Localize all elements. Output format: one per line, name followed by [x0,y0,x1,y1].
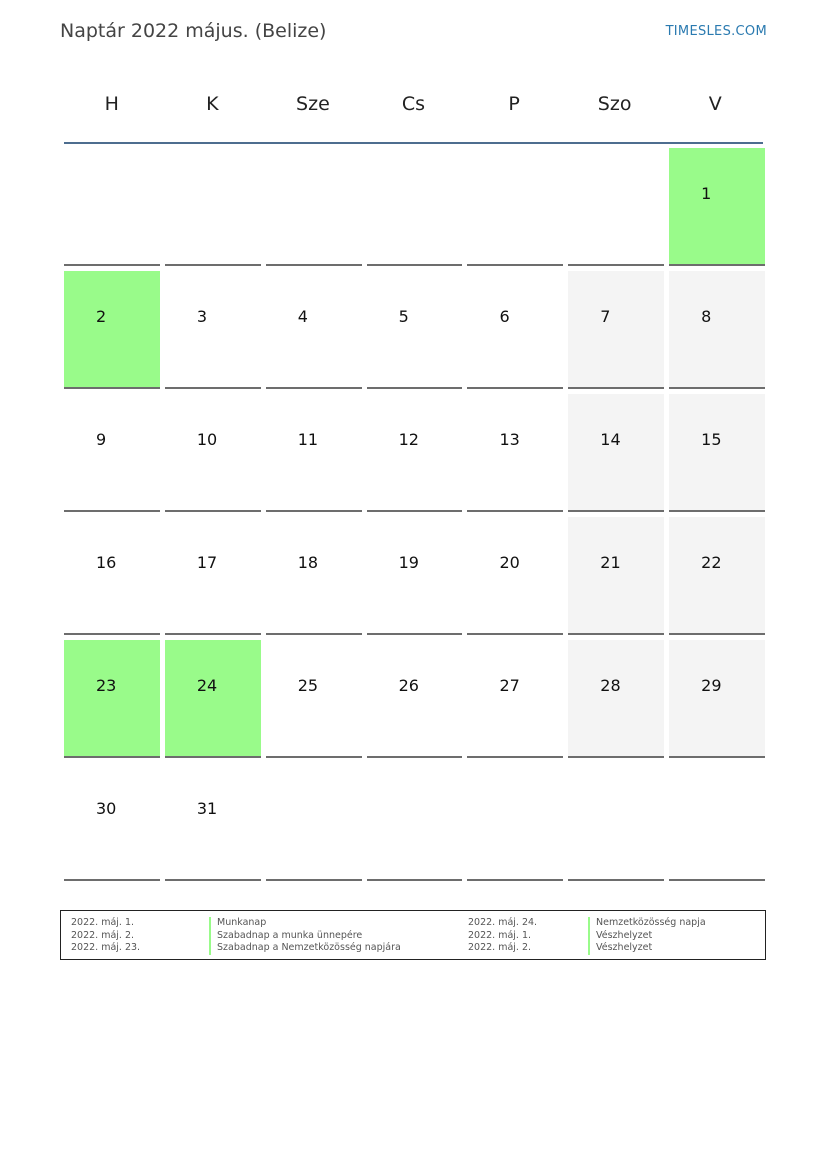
day-number: 24 [196,676,218,695]
weekday-label: Cs [401,93,426,115]
legend-holiday-name: Nemzetközösség napja [596,917,706,928]
day-number: 14 [600,430,621,449]
day-cell-14[interactable] [568,394,664,512]
day-number: 23 [96,676,117,695]
day-cell-24[interactable] [165,640,261,758]
empty-day-cell [165,148,261,266]
calendar [64,80,763,881]
day-number: 19 [398,553,419,572]
day-number: 10 [196,430,218,449]
day-cell-18[interactable] [266,517,362,635]
day-cell-10[interactable] [165,394,261,512]
header-divider [64,142,763,144]
day-number: 13 [499,430,520,449]
empty-day-cell [568,763,664,881]
day-number: 11 [297,430,319,449]
empty-day-cell [367,148,463,266]
legend-holiday-name: Szabadnap a Nemzetközösség napjára [217,942,401,953]
legend-right-names [596,917,706,955]
day-cell-2[interactable] [64,271,160,389]
page-title: Naptár 2022 május. (Belize) [60,20,327,42]
weekday-label: K [206,93,219,115]
day-number: 21 [600,553,621,572]
day-number: 2 [96,307,107,326]
legend-holiday-name: Vészhelyzet [596,929,653,941]
legend-date: 2022. máj. 2. [468,942,532,953]
day-cell-20[interactable] [467,517,563,635]
empty-day-cell [64,148,160,266]
empty-day-cell [467,148,563,266]
empty-day-cell [367,763,463,881]
day-number: 4 [297,307,308,326]
day-cell-3[interactable] [165,271,261,389]
day-number: 3 [196,307,208,326]
day-cell-15[interactable] [669,394,765,512]
empty-day-cell [568,148,664,266]
legend-holiday-name: Szabadnap a munka ünnepére [217,929,363,941]
empty-day-cell [669,763,765,881]
legend-date: 2022. máj. 24. [468,917,538,928]
legend-holiday-name: Vészhelyzet [596,942,653,953]
legend-date: 2022. máj. 23. [71,942,141,953]
day-cell-9[interactable] [64,394,160,512]
day-number: 28 [600,676,621,695]
legend-date: 2022. máj. 1. [468,929,532,941]
day-cell-17[interactable] [165,517,261,635]
day-number: 5 [398,307,409,326]
day-number: 26 [398,676,419,695]
day-cell-25[interactable] [266,640,362,758]
day-cell-13[interactable] [467,394,563,512]
holiday-legend [60,910,766,960]
day-cell-12[interactable] [367,394,463,512]
legend-holiday-name: Munkanap [217,917,267,928]
weekday-label: Sze [296,93,330,115]
day-cell-1[interactable] [669,148,765,266]
weekday-label: V [708,93,722,115]
day-cell-19[interactable] [367,517,463,635]
legend-date: 2022. máj. 2. [71,929,135,941]
day-cell-7[interactable] [568,271,664,389]
empty-day-cell [467,763,563,881]
day-number: 12 [398,430,419,449]
day-cell-11[interactable] [266,394,362,512]
legend-color-bar [588,917,590,955]
day-number: 30 [96,799,117,818]
brand-link[interactable]: TIMESLES.COM [665,24,767,39]
day-cell-23[interactable] [64,640,160,758]
day-cell-4[interactable] [266,271,362,389]
empty-day-cell [266,148,362,266]
day-number: 25 [297,676,319,695]
day-cell-8[interactable] [669,271,765,389]
day-number: 20 [499,553,520,572]
day-cell-5[interactable] [367,271,463,389]
day-cell-26[interactable] [367,640,463,758]
legend-left-dates [71,917,140,955]
day-number: 9 [96,430,107,449]
day-cell-29[interactable] [669,640,765,758]
day-number: 15 [701,430,722,449]
legend-left-names [217,917,401,955]
day-cell-16[interactable] [64,517,160,635]
day-number: 27 [499,676,520,695]
day-number: 16 [96,553,117,572]
day-number: 31 [196,799,218,818]
day-number: 1 [701,184,712,203]
day-cell-6[interactable] [467,271,563,389]
day-cell-21[interactable] [568,517,664,635]
legend-color-bar [209,917,211,955]
day-cell-22[interactable] [669,517,765,635]
weekday-header [64,80,763,142]
day-cell-30[interactable] [64,763,160,881]
day-cell-27[interactable] [467,640,563,758]
day-cell-28[interactable] [568,640,664,758]
day-number: 17 [196,553,218,572]
day-number: 6 [499,307,510,326]
day-cell-31[interactable] [165,763,261,881]
legend-right-dates [468,917,537,955]
day-grid [64,148,763,881]
day-number: 7 [600,307,611,326]
weekday-label: P [508,93,520,115]
day-number: 29 [701,676,722,695]
day-number: 22 [701,553,722,572]
empty-day-cell [266,763,362,881]
weekday-label: Szo [597,93,632,115]
day-number: 18 [297,553,319,572]
weekday-label: H [104,93,119,115]
legend-date: 2022. máj. 1. [71,917,135,928]
day-number: 8 [701,307,712,326]
